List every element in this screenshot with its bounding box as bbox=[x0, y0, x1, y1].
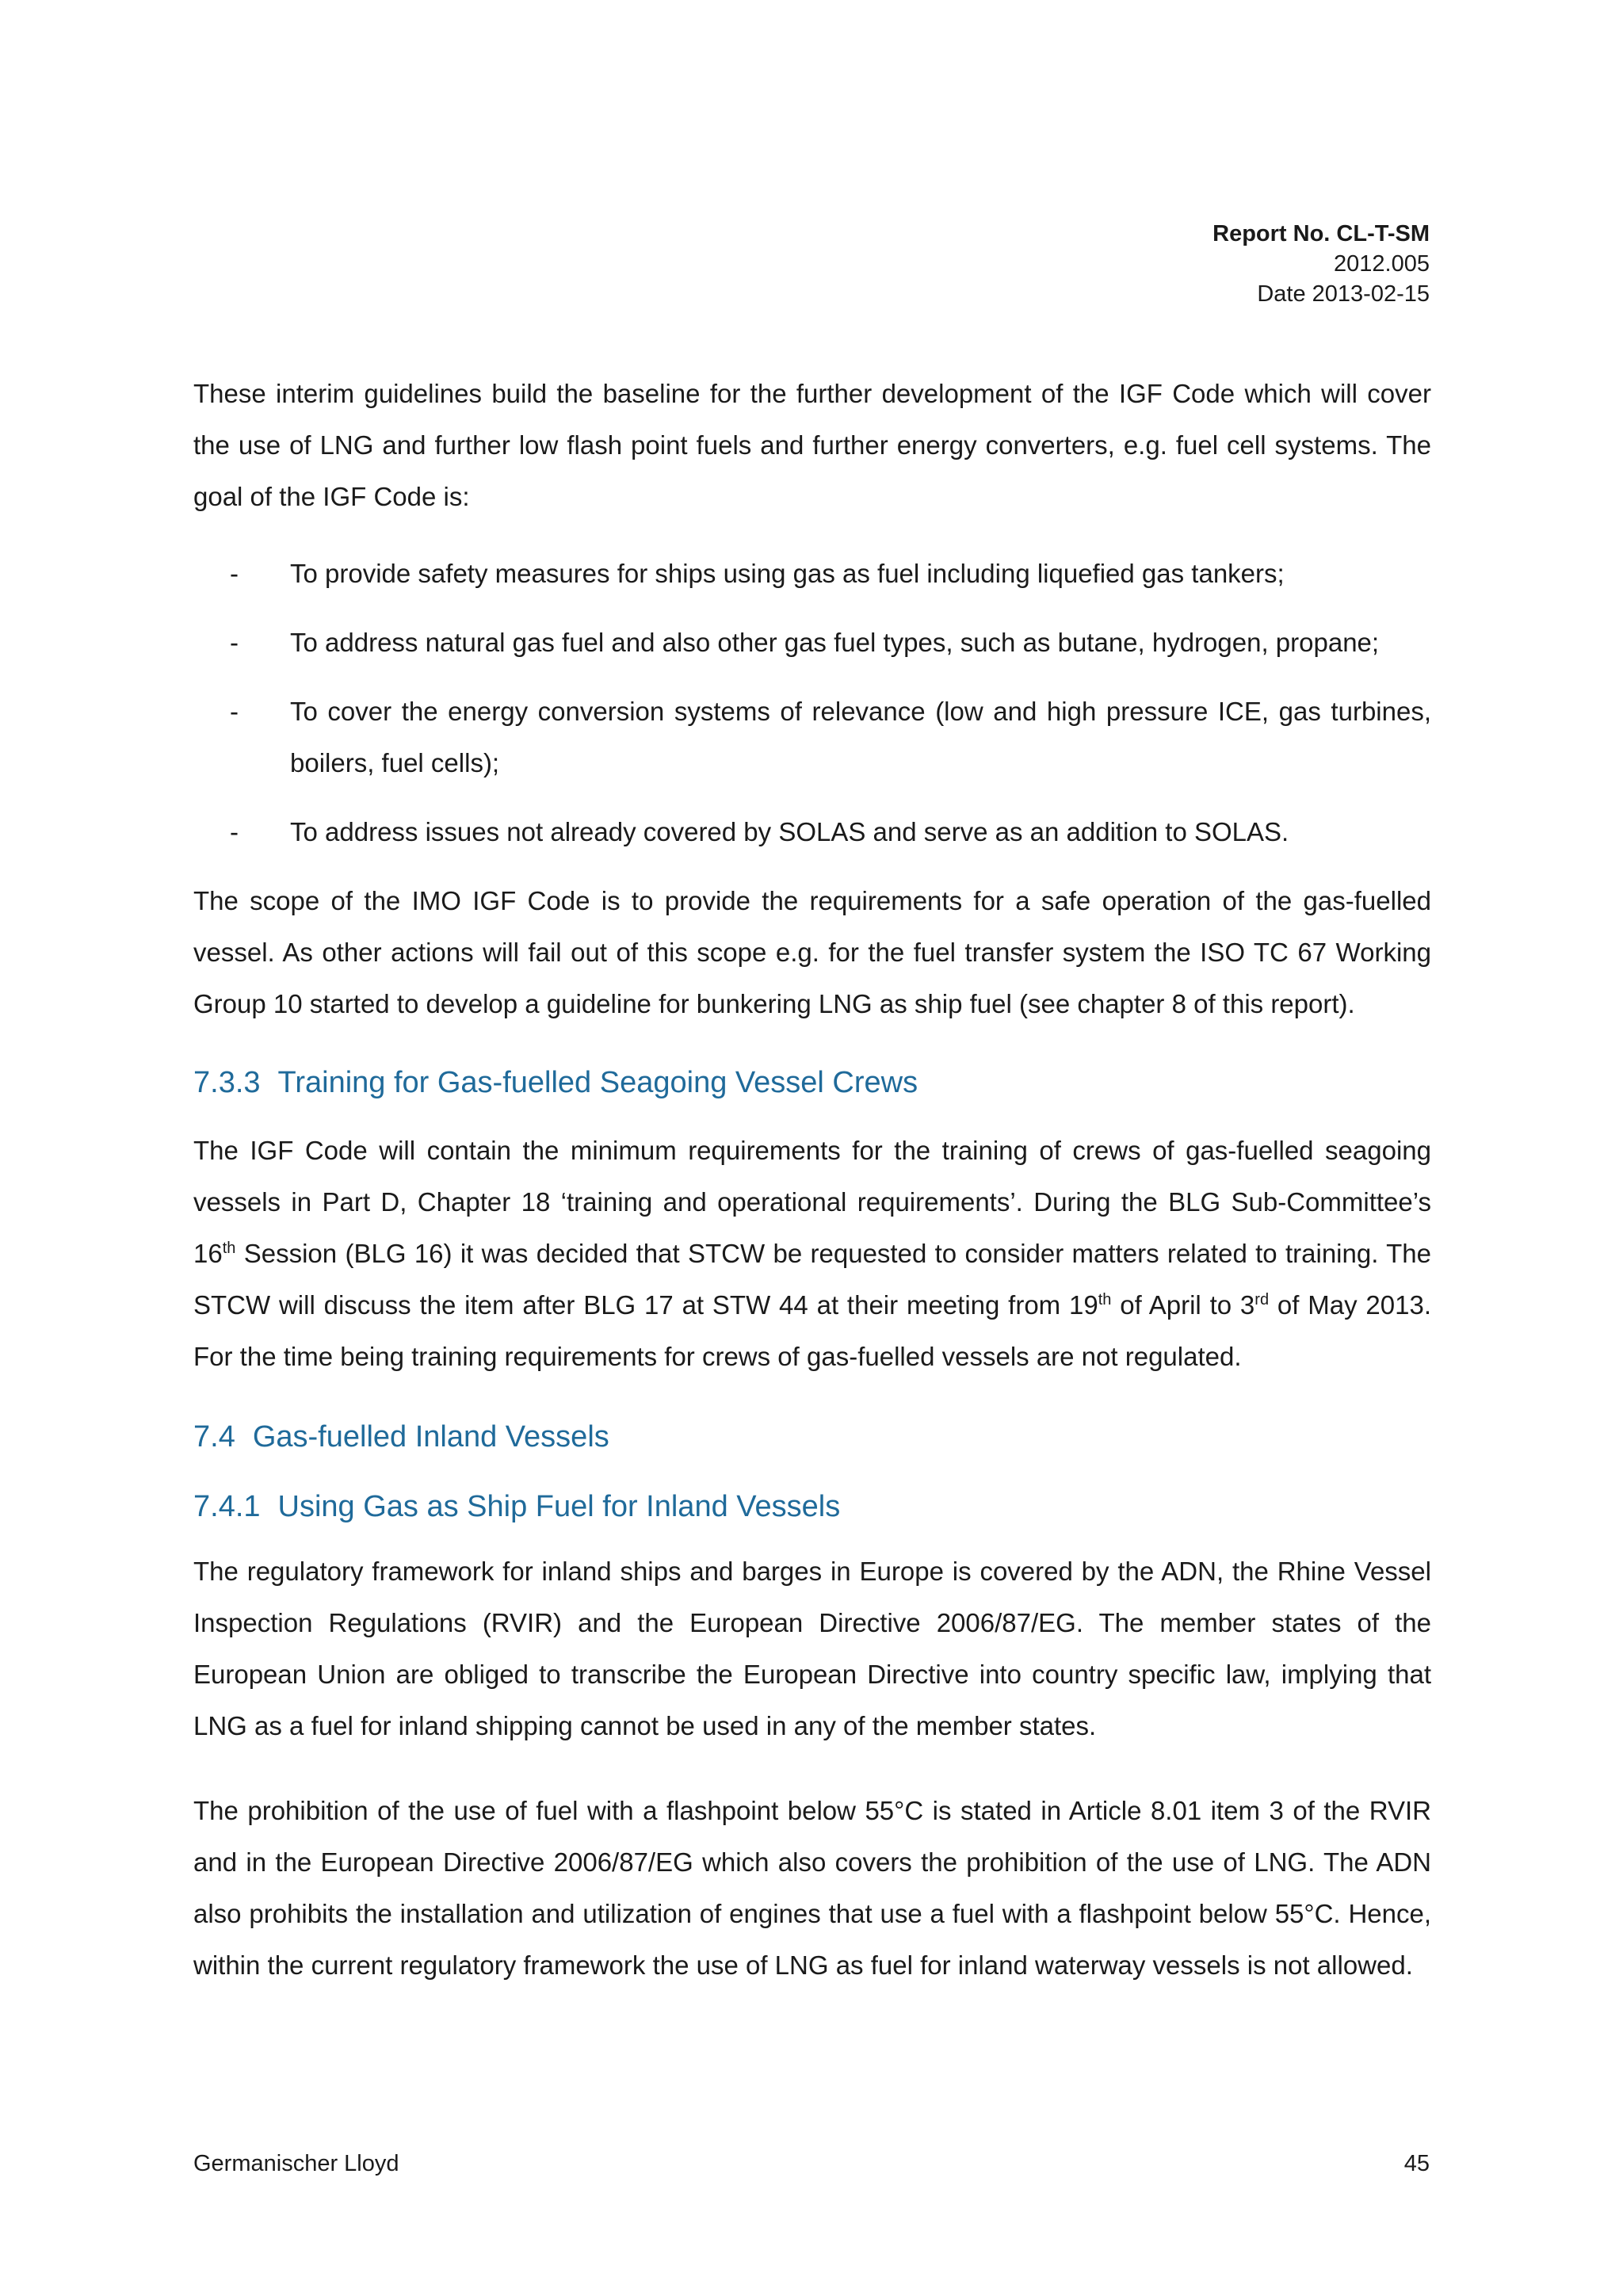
section-heading-7-4 bbox=[193, 1417, 1431, 1457]
section-title: Gas-fuelled Inland Vessels bbox=[252, 1420, 609, 1454]
igf-goals-list bbox=[193, 548, 1431, 858]
section-number: 7.4 bbox=[193, 1420, 235, 1454]
training-text-part: Session (BLG 16) it was decided that STCW be requested to consider matters related to training. The STCW will discuss the item after BLG 17 at STW 44 at their meeting from 19 bbox=[193, 1239, 1431, 1320]
list-item-text: To address issues not already covered by SOLAS and serve as an addition to SOLAS. bbox=[290, 817, 1289, 846]
training-text-part: of April to 3 bbox=[1111, 1290, 1255, 1320]
training-text-part: The IGF Code will contain the minimum requirements for the training of crews of gas-fuelled seagoing vessels in Part D, Chapter 18 ‘training and operational requirements’. During the BLG Sub-Committee’s 16 bbox=[193, 1136, 1431, 1268]
training-paragraph bbox=[193, 1125, 1431, 1382]
section-number: 7.4.1 bbox=[193, 1490, 261, 1523]
intro-paragraph: These interim guidelines build the baseline for the further development of the IGF Code which will cover the use of LNG and further low flash point fuels and further energy converters, e.g. fuel cell systems. The goal of the IGF Code is: bbox=[193, 379, 1431, 511]
section-heading-7-4-1 bbox=[193, 1487, 1431, 1526]
report-id: 2012.005 bbox=[1334, 251, 1430, 277]
prohibition-paragraph: The prohibition of the use of fuel with a flashpoint below 55°C is stated in Article 8.01 item 3 of the RVIR and in the European Directive 2006/87/EG which also covers the prohibition of the use of LNG. The ADN also prohibits the installation and utilization of engines that use a fuel with a flashpoint below 55°C. Hence, within the current regulatory framework the use of LNG as fuel for inland waterway vessels is not allowed. bbox=[193, 1796, 1431, 1980]
bullet-dash: - bbox=[230, 817, 239, 846]
section-title: Training for Gas-fuelled Seagoing Vessel Crews bbox=[277, 1066, 918, 1099]
section-number: 7.3.3 bbox=[193, 1066, 261, 1099]
bullet-dash: - bbox=[230, 697, 239, 726]
list-item bbox=[193, 806, 1431, 858]
training-text-part: of May 2013. For the time being training requirements for crews of gas-fuelled vessels are not regulated. bbox=[193, 1290, 1432, 1371]
list-item bbox=[193, 617, 1431, 668]
report-header bbox=[1212, 219, 1430, 309]
list-item-text: To address natural gas fuel and also other gas fuel types, such as butane, hydrogen, propane; bbox=[290, 628, 1380, 657]
list-item bbox=[193, 686, 1431, 789]
section-title: Using Gas as Ship Fuel for Inland Vessels bbox=[277, 1490, 841, 1523]
page-number: 45 bbox=[1403, 2151, 1430, 2176]
bullet-dash: - bbox=[230, 628, 239, 657]
page-footer bbox=[193, 2151, 1430, 2177]
ordinal-suffix: rd bbox=[1254, 1291, 1270, 1308]
list-item-text: To cover the energy conversion systems of relevance (low and high pressure ICE, gas turbines, boilers, fuel cells); bbox=[290, 697, 1431, 777]
document-body bbox=[193, 368, 1431, 1991]
regulatory-framework-paragraph: The regulatory framework for inland ships and barges in Europe is covered by the ADN, the Rhine Vessel Inspection Regulations (RVIR) and the European Directive 2006/87/EG. The member states of the European Union are obliged to transcribe the European Directive into country specific law, implying that LNG as a fuel for inland shipping cannot be used in any of the member states. bbox=[193, 1557, 1431, 1740]
report-number: Report No. CL-T-SM bbox=[1212, 221, 1430, 246]
ordinal-suffix: th bbox=[1098, 1291, 1112, 1308]
footer-company: Germanischer Lloyd bbox=[193, 2151, 399, 2176]
report-date: Date 2013-02-15 bbox=[1257, 281, 1430, 307]
list-item bbox=[193, 548, 1431, 599]
list-item-text: To provide safety measures for ships using gas as fuel including liquefied gas tankers; bbox=[290, 559, 1285, 588]
section-heading-7-3-3 bbox=[193, 1063, 1431, 1102]
scope-paragraph: The scope of the IMO IGF Code is to provide the requirements for a safe operation of the gas-fuelled vessel. As other actions will fail out of this scope e.g. for the fuel transfer system the ISO TC 67 Working Group 10 started to develop a guideline for bunkering LNG as ship fuel (see chapter 8 of this report). bbox=[193, 886, 1431, 1018]
ordinal-suffix: th bbox=[222, 1240, 236, 1257]
bullet-dash: - bbox=[230, 559, 239, 588]
